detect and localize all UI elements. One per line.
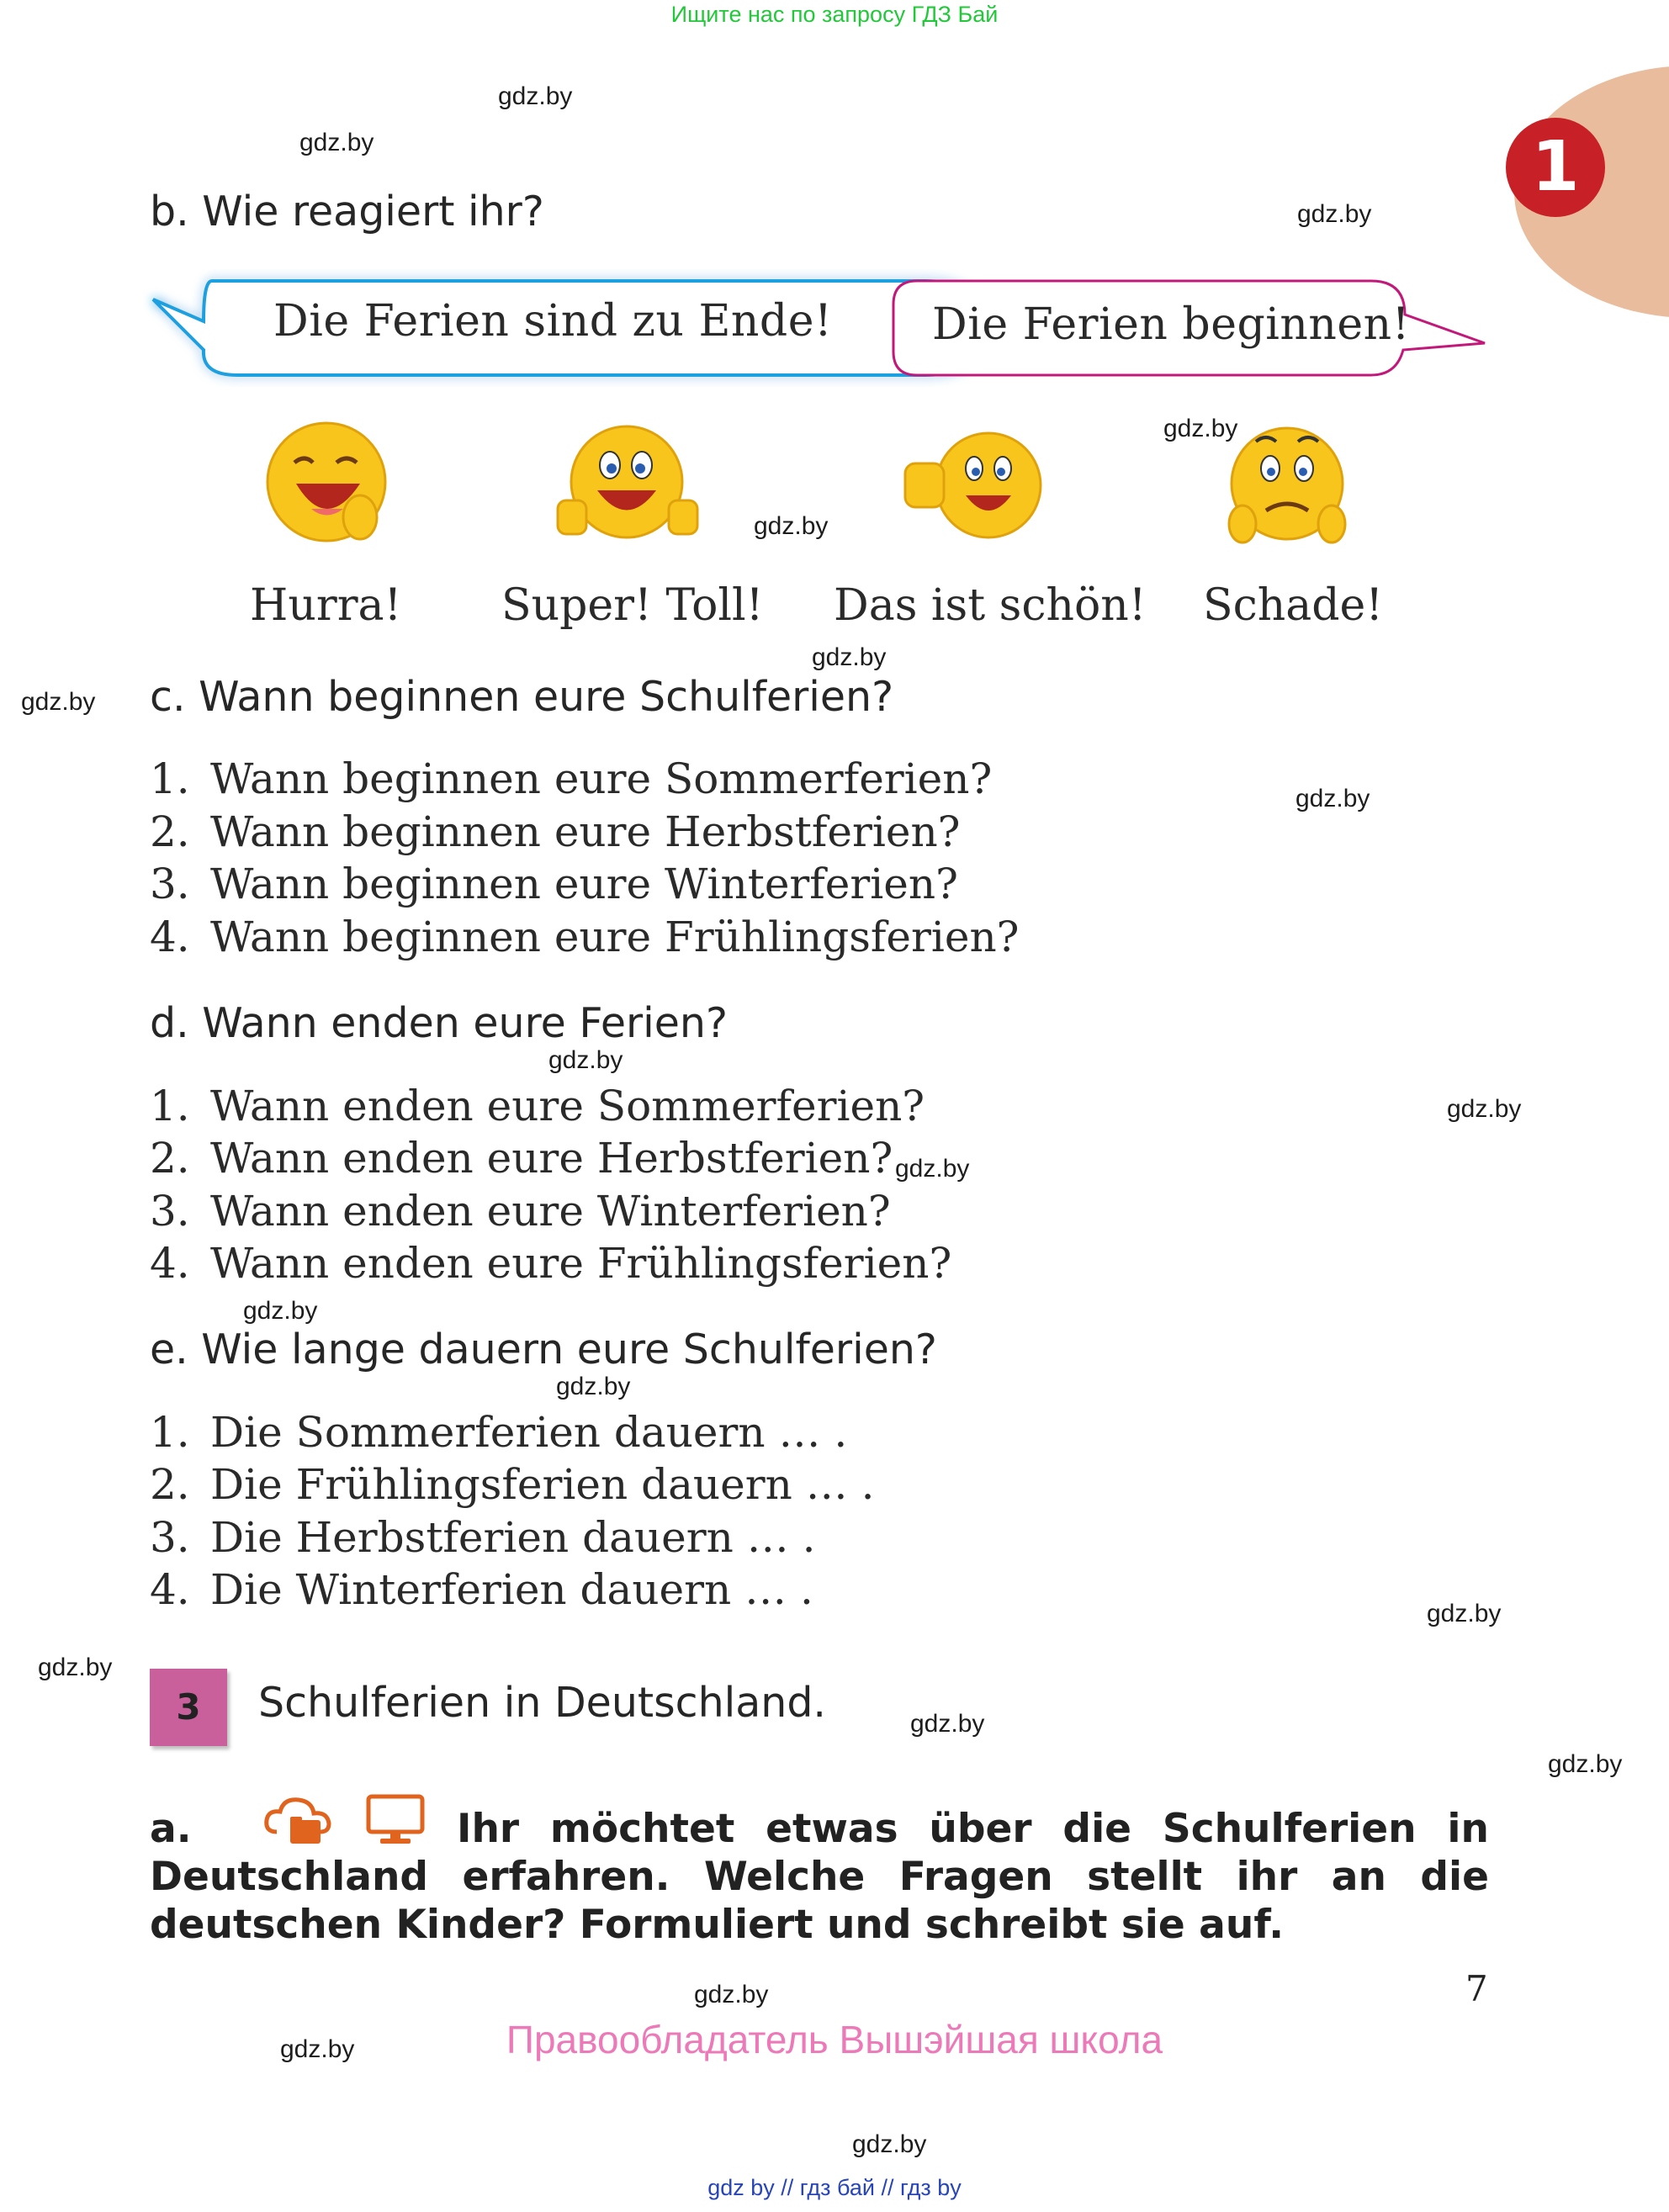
top-banner: Ищите нас по запросу ГДЗ Бай <box>670 2 999 27</box>
list-item: 1. Wann beginnen eure Sommerferien? <box>150 754 993 803</box>
computer-monitor-icon <box>365 1793 426 1847</box>
list-item: 1. Die Sommerferien dauern … . <box>150 1408 848 1457</box>
watermark: gdz.by <box>498 82 573 110</box>
section-d-title: d. Wann enden eure Ferien? <box>150 999 728 1047</box>
chapter-number: 1 <box>1531 127 1580 207</box>
watermark: gdz.by <box>895 1155 970 1183</box>
smiley-thumbs-up-icon <box>551 416 702 551</box>
watermark: gdz.by <box>243 1297 318 1325</box>
watermark: gdz.by <box>754 512 829 540</box>
task-3a-label: a. <box>150 1806 192 1852</box>
watermark: gdz.by <box>38 1654 113 1681</box>
list-item: 4. Die Winterferien dauern … . <box>150 1565 813 1614</box>
watermark: gdz.by <box>556 1373 631 1400</box>
footer-links: gdz by // гдз бай // гдз by <box>707 2175 962 2200</box>
watermark: gdz.by <box>852 2130 927 2158</box>
page-number: 7 <box>1465 1968 1488 2009</box>
watermark: gdz.by <box>910 1710 985 1738</box>
task-3a-body: Ihr möchtet etwas über die Schulferien in Deutschland erfahren. Welche Fragen stellt ihr an die deutschen Kinder? Formuliert und schreibt sie auf. <box>150 1806 1489 1948</box>
smiley-laughing-icon <box>261 416 395 551</box>
watermark: gdz.by <box>1297 200 1372 228</box>
watermark: gdz.by <box>299 129 374 156</box>
watermark: gdz.by <box>1295 785 1370 812</box>
watermark: gdz.by <box>1163 415 1238 442</box>
copyright-notice: Правообладатель Вышэйшая школа <box>506 2018 1163 2061</box>
task-3a-text <box>150 1793 1489 1949</box>
section-e-title: e. Wie lange dauern eure Schulferien? <box>150 1326 937 1373</box>
watermark: gdz.by <box>548 1046 623 1074</box>
watermark: gdz.by <box>1447 1095 1522 1123</box>
reaction-label: Schade! <box>1203 580 1384 631</box>
list-item: 2. Wann enden eure Herbstferien? <box>150 1134 893 1183</box>
list-item: 4. Wann enden eure Frühlingsferien? <box>150 1239 952 1288</box>
list-item: 3. Die Herbstferien dauern … . <box>150 1513 816 1562</box>
reaction-label: Super! Toll! <box>501 580 764 631</box>
bubble-left-text: Die Ferien sind zu Ende! <box>273 296 833 347</box>
watermark: gdz.by <box>812 643 887 671</box>
list-item: 4. Wann beginnen eure Frühlingsferien? <box>150 913 1020 961</box>
watermark: gdz.by <box>21 688 96 716</box>
watermark: gdz.by <box>280 2035 355 2063</box>
list-item: 3. Wann beginnen eure Winterferien? <box>150 860 958 908</box>
smiley-worried-icon <box>1224 416 1350 551</box>
watermark: gdz.by <box>694 1981 769 2008</box>
reaction-label: Hurra! <box>250 580 402 631</box>
section-c-title: c. Wann beginnen eure Schulferien? <box>150 673 894 721</box>
bubble-right-text: Die Ferien beginnen! <box>932 299 1411 350</box>
watermark: gdz.by <box>1548 1750 1623 1778</box>
watermark: gdz.by <box>1427 1600 1502 1627</box>
reaction-label: Das ist schön! <box>834 580 1147 631</box>
list-item: 1. Wann enden eure Sommerferien? <box>150 1082 925 1130</box>
smiley-thumb-up-icon <box>900 425 1052 551</box>
cloud-folder-icon <box>262 1795 334 1847</box>
list-item: 3. Wann enden eure Winterferien? <box>150 1187 891 1236</box>
task-number: 3 <box>176 1686 201 1728</box>
section-b-title: b. Wie reagiert ihr? <box>150 188 544 235</box>
list-item: 2. Die Frühlingsferien dauern … . <box>150 1460 875 1509</box>
task-3-title: Schulferien in Deutschland. <box>258 1679 826 1727</box>
list-item: 2. Wann beginnen eure Herbstferien? <box>150 807 961 856</box>
